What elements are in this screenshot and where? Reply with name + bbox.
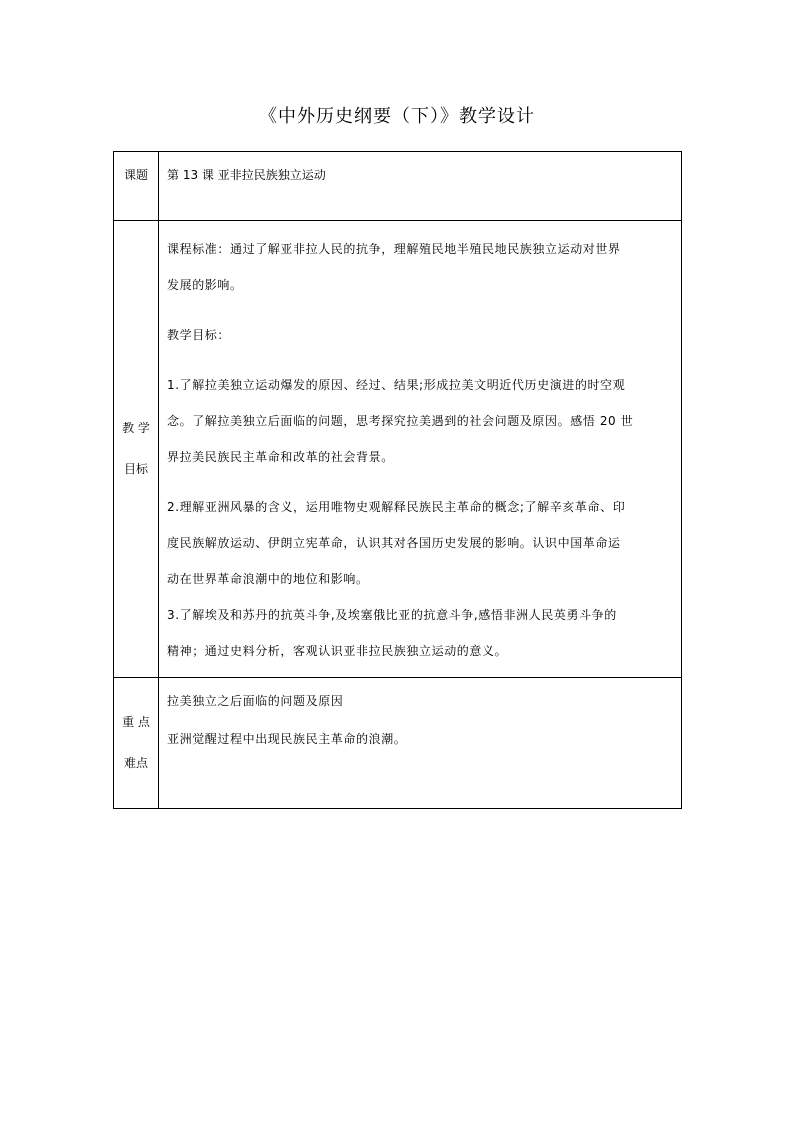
- difficult-point: 亚洲觉醒过程中出现民族民主革命的浪潮。: [167, 732, 407, 746]
- goal-2-line-1: 2.理解亚洲风暴的含义，运用唯物史观解释民族民主革命的概念;了解辛亥革命、印: [167, 500, 626, 514]
- goals-heading: 教学目标：: [167, 328, 231, 342]
- goal-3-line-2: 精神；通过史料分析，客观认识亚非拉民族独立运动的意义。: [167, 644, 508, 658]
- goal-1-line-3: 界拉美民族民主革命和改革的社会背景。: [167, 450, 394, 464]
- objectives-row: [114, 221, 682, 678]
- key-label-line-1: 重 点: [122, 715, 150, 729]
- goal-2-line-2: 度民族解放运动、伊朗立宪革命，认识其对各国历史发展的影响。认识中国革命运: [167, 536, 621, 550]
- key-points-label-cell: [114, 678, 159, 809]
- topic-row: [114, 152, 682, 221]
- curriculum-standard-line-2: 发展的影响。: [167, 278, 243, 292]
- objectives-label-line-1: 教 学: [122, 421, 150, 435]
- goal-1-line-2: 念。了解拉美独立后面临的问题，思考探究拉美遇到的社会问题及原因。感悟 20 世: [167, 414, 634, 428]
- objectives-label-cell: [114, 221, 159, 678]
- goal-2-line-3: 动在世界革命浪潮中的地位和影响。: [167, 572, 369, 586]
- key-point: 拉美独立之后面临的问题及原因: [167, 694, 344, 708]
- objectives-content-cell: [159, 221, 682, 678]
- key-points-row: [114, 678, 682, 809]
- document-title: 《中外历史纲要（下）》教学设计: [259, 106, 535, 127]
- goal-1-line-1: 1.了解拉美独立运动爆发的原因、经过、结果;形成拉美文明近代历史演进的时空观: [167, 378, 626, 392]
- goal-3-line-1: 3.了解埃及和苏丹的抗英斗争,及埃塞俄比亚的抗意斗争,感悟非洲人民英勇斗争的: [167, 608, 617, 622]
- topic-label: 课题: [123, 168, 148, 182]
- objectives-label-line-2: 目标: [123, 462, 148, 476]
- topic-label-cell: [114, 152, 159, 221]
- curriculum-standard-line-1: 课程标准：通过了解亚非拉人民的抗争，理解殖民地半殖民地民族独立运动对世界: [167, 242, 621, 256]
- key-label-line-2: 难点: [123, 756, 148, 770]
- key-points-content-cell: [159, 678, 682, 809]
- topic-value-cell: [159, 152, 682, 221]
- teaching-design-table: [113, 151, 682, 809]
- topic-value: 第 13 课 亚非拉民族独立运动: [167, 168, 326, 182]
